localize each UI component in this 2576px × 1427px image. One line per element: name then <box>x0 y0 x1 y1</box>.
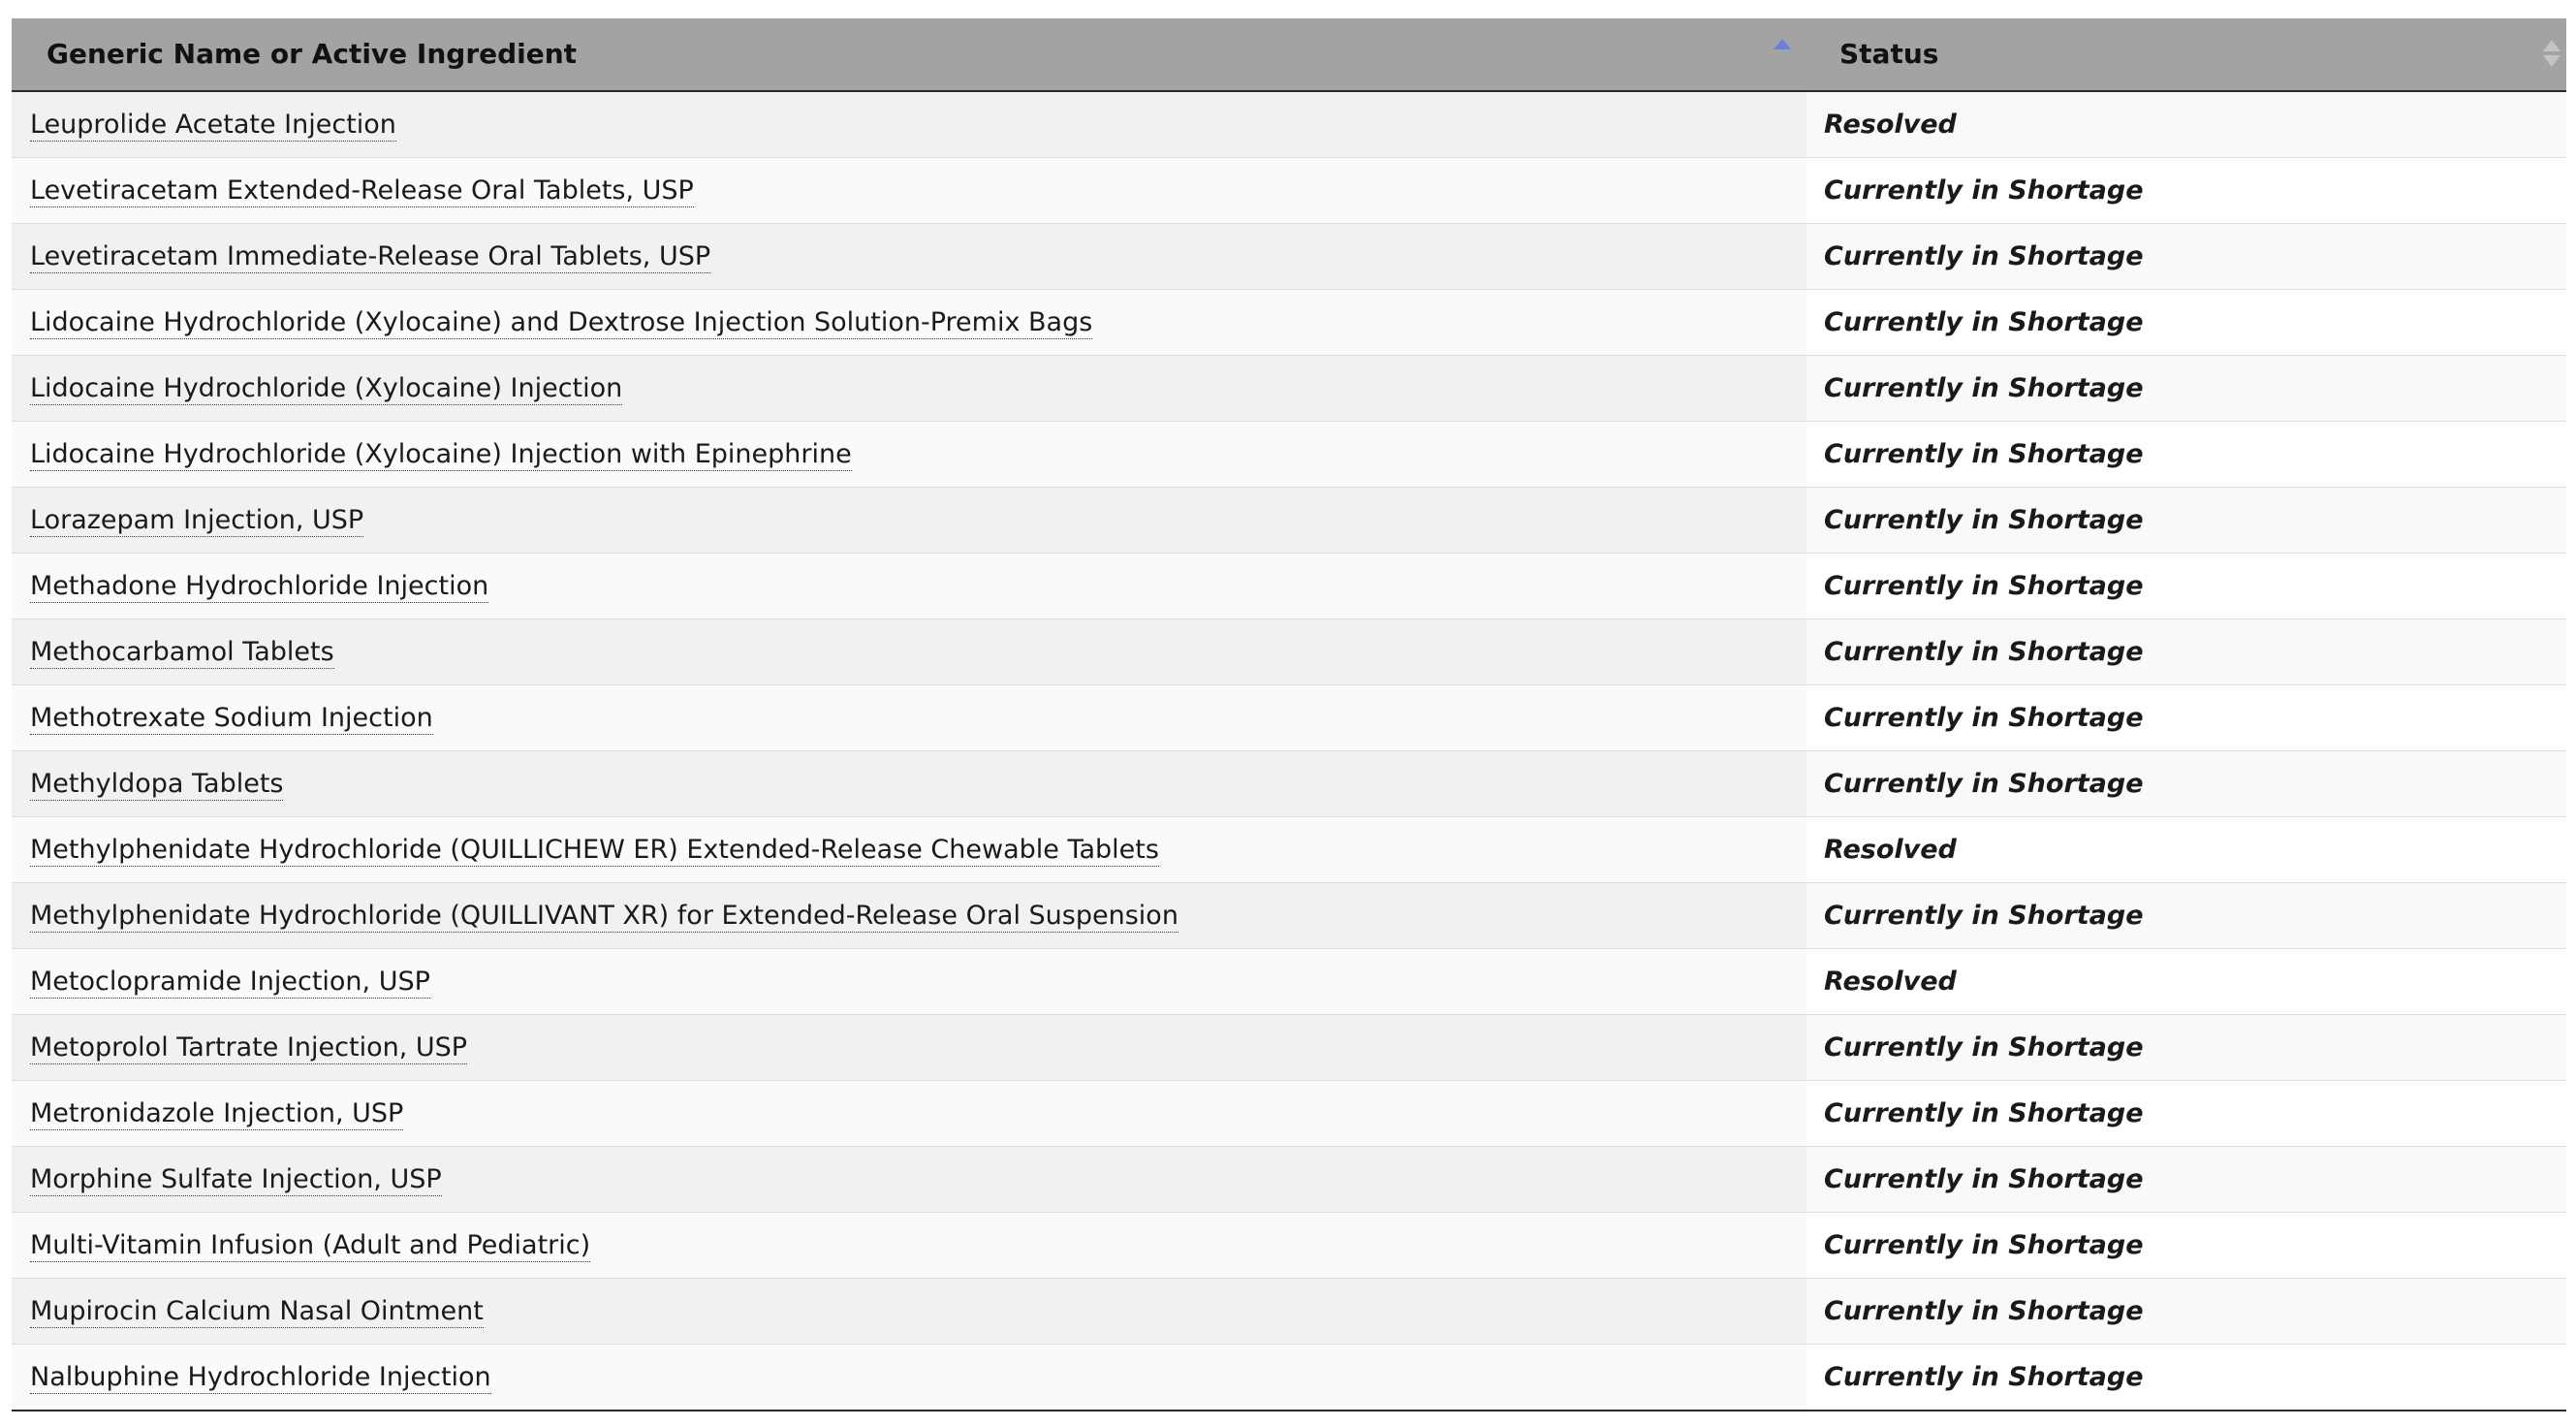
drug-name-link[interactable]: Metoprolol Tartrate Injection, USP <box>30 1032 468 1062</box>
status-label: Currently in Shortage <box>1824 373 2144 403</box>
status-label: Currently in Shortage <box>1824 637 2144 667</box>
generic-name-cell <box>12 751 1806 817</box>
drug-name-link[interactable]: Lidocaine Hydrochloride (Xylocaine) and Dextrose Injection Solution-Premix Bags <box>30 307 1093 337</box>
drug-name-link[interactable]: Lorazepam Injection, USP <box>30 505 364 535</box>
generic-name-cell <box>12 1147 1806 1213</box>
status-label: Currently in Shortage <box>1824 1032 2144 1062</box>
status-label: Currently in Shortage <box>1824 1164 2144 1194</box>
status-label: Currently in Shortage <box>1824 241 2144 271</box>
status-cell <box>1806 356 2566 422</box>
generic-name-cell <box>12 619 1806 685</box>
table-row <box>12 91 2566 158</box>
status-cell <box>1806 1213 2566 1279</box>
drug-name-link[interactable]: Mupirocin Calcium Nasal Ointment <box>30 1296 484 1326</box>
drug-name-link[interactable]: Nalbuphine Hydrochloride Injection <box>30 1362 491 1392</box>
status-cell <box>1806 619 2566 685</box>
status-cell <box>1806 422 2566 488</box>
generic-name-cell <box>12 158 1806 224</box>
generic-name-cell <box>12 1015 1806 1081</box>
drug-name-link[interactable]: Levetiracetam Extended-Release Oral Tablets, USP <box>30 175 694 206</box>
drug-name-link[interactable]: Levetiracetam Immediate-Release Oral Tablets, USP <box>30 241 711 271</box>
table-header-row <box>12 18 2566 91</box>
column-header-generic-name-label: Generic Name or Active Ingredient <box>47 38 578 70</box>
status-cell <box>1806 488 2566 554</box>
drug-name-link[interactable]: Lidocaine Hydrochloride (Xylocaine) Injection <box>30 373 623 403</box>
generic-name-cell <box>12 91 1806 158</box>
status-cell <box>1806 91 2566 158</box>
status-label: Resolved <box>1824 967 1957 997</box>
status-label: Resolved <box>1824 110 1957 140</box>
drug-name-link[interactable]: Lidocaine Hydrochloride (Xylocaine) Injection with Epinephrine <box>30 439 852 469</box>
generic-name-cell <box>12 883 1806 949</box>
status-label: Currently in Shortage <box>1824 901 2144 931</box>
table-header <box>12 18 2566 91</box>
table-row <box>12 224 2566 290</box>
drug-name-link[interactable]: Methylphenidate Hydrochloride (QUILLIVANT XR) for Extended-Release Oral Suspension <box>30 901 1178 931</box>
status-cell <box>1806 1147 2566 1213</box>
status-cell <box>1806 751 2566 817</box>
status-label: Currently in Shortage <box>1824 439 2144 469</box>
status-label: Currently in Shortage <box>1824 175 2144 206</box>
status-cell <box>1806 949 2566 1015</box>
table-body <box>12 91 2566 1411</box>
generic-name-cell <box>12 949 1806 1015</box>
table-row <box>12 1147 2566 1213</box>
status-cell <box>1806 883 2566 949</box>
table-row <box>12 158 2566 224</box>
drug-name-link[interactable]: Leuprolide Acetate Injection <box>30 110 396 140</box>
table-row <box>12 554 2566 619</box>
table-row <box>12 1081 2566 1147</box>
generic-name-cell <box>12 817 1806 883</box>
drug-name-link[interactable]: Multi-Vitamin Infusion (Adult and Pediatric) <box>30 1230 591 1260</box>
status-label: Currently in Shortage <box>1824 505 2144 535</box>
status-cell <box>1806 1279 2566 1345</box>
status-cell <box>1806 554 2566 619</box>
column-header-generic-name[interactable] <box>12 18 1806 91</box>
drug-name-link[interactable]: Methyldopa Tablets <box>30 769 284 799</box>
table-row <box>12 751 2566 817</box>
status-cell <box>1806 1015 2566 1081</box>
status-cell <box>1806 1345 2566 1411</box>
table-row <box>12 488 2566 554</box>
status-cell <box>1806 290 2566 356</box>
status-cell <box>1806 817 2566 883</box>
column-header-status[interactable] <box>1806 18 2566 91</box>
table-row <box>12 1279 2566 1345</box>
generic-name-cell <box>12 1345 1806 1411</box>
status-cell <box>1806 224 2566 290</box>
table-row <box>12 817 2566 883</box>
table-row <box>12 290 2566 356</box>
generic-name-cell <box>12 224 1806 290</box>
drug-name-link[interactable]: Methocarbamol Tablets <box>30 637 334 667</box>
table-row <box>12 422 2566 488</box>
drug-name-link[interactable]: Methadone Hydrochloride Injection <box>30 571 489 601</box>
table-row <box>12 1345 2566 1411</box>
drug-name-link[interactable]: Metronidazole Injection, USP <box>30 1098 404 1128</box>
status-label: Currently in Shortage <box>1824 769 2144 799</box>
generic-name-cell <box>12 685 1806 751</box>
drug-shortage-table-container <box>12 18 2566 1411</box>
drug-shortage-table <box>12 18 2566 1411</box>
drug-name-link[interactable]: Morphine Sulfate Injection, USP <box>30 1164 442 1194</box>
drug-name-link[interactable]: Methotrexate Sodium Injection <box>30 703 433 733</box>
table-row <box>12 619 2566 685</box>
generic-name-cell <box>12 554 1806 619</box>
generic-name-cell <box>12 422 1806 488</box>
sort-both-icon[interactable] <box>2543 40 2560 69</box>
table-row <box>12 1015 2566 1081</box>
status-label: Currently in Shortage <box>1824 1230 2144 1260</box>
status-label: Currently in Shortage <box>1824 1296 2144 1326</box>
table-row <box>12 356 2566 422</box>
generic-name-cell <box>12 290 1806 356</box>
generic-name-cell <box>12 488 1806 554</box>
status-cell <box>1806 685 2566 751</box>
status-label: Currently in Shortage <box>1824 1098 2144 1128</box>
column-header-status-label: Status <box>1839 38 1939 70</box>
generic-name-cell <box>12 1279 1806 1345</box>
generic-name-cell <box>12 1081 1806 1147</box>
table-row <box>12 883 2566 949</box>
generic-name-cell <box>12 1213 1806 1279</box>
status-label: Currently in Shortage <box>1824 703 2144 733</box>
status-label: Currently in Shortage <box>1824 307 2144 337</box>
status-label: Currently in Shortage <box>1824 571 2144 601</box>
table-row <box>12 1213 2566 1279</box>
table-row <box>12 685 2566 751</box>
status-cell <box>1806 158 2566 224</box>
table-row <box>12 949 2566 1015</box>
status-label: Currently in Shortage <box>1824 1362 2144 1392</box>
drug-name-link[interactable]: Metoclopramide Injection, USP <box>30 967 430 997</box>
status-label: Resolved <box>1824 835 1957 865</box>
generic-name-cell <box>12 356 1806 422</box>
sort-ascending-icon[interactable] <box>1774 39 1791 49</box>
drug-name-link[interactable]: Methylphenidate Hydrochloride (QUILLICHEW ER) Extended-Release Chewable Tablets <box>30 835 1159 865</box>
status-cell <box>1806 1081 2566 1147</box>
